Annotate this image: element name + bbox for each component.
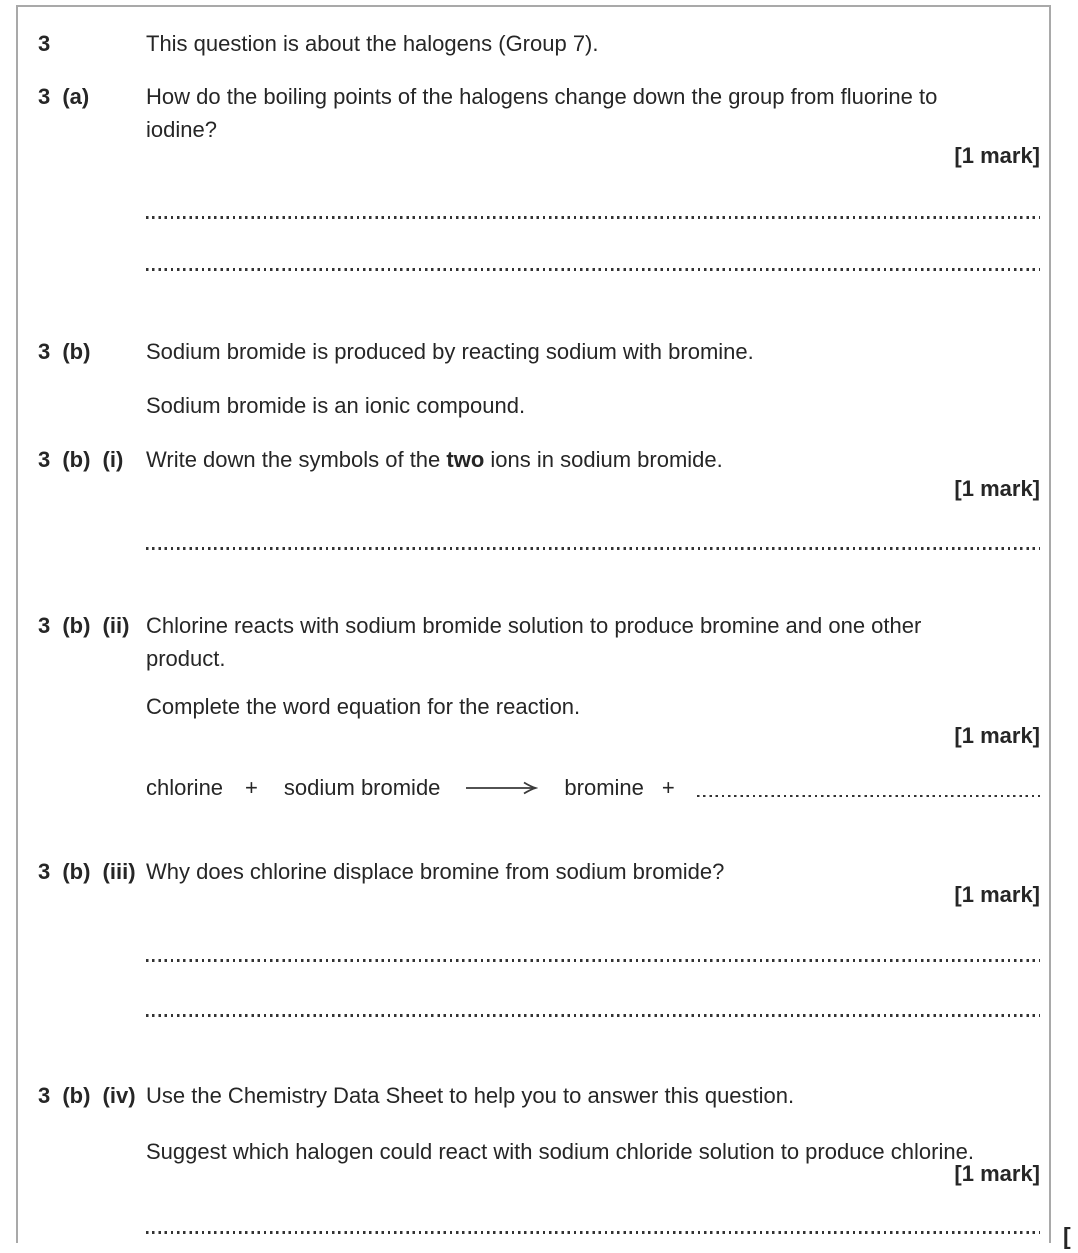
marks-label: [1 mark] <box>954 882 1040 907</box>
question-number-3b: 3 (b) <box>38 339 91 364</box>
question-3b-text-line2: Sodium bromide is an ionic compound. <box>146 393 526 418</box>
marks-label: [1 mark] <box>954 723 1040 748</box>
question-3-text: This question is about the halogens (Group 7). <box>146 31 599 56</box>
equation-plus: + <box>245 775 258 800</box>
question-3bi-text <box>146 443 723 476</box>
equation-reactant-sodium-bromide: sodium bromide <box>283 775 441 800</box>
answer-line[interactable] <box>146 1231 1040 1234</box>
question-3a-text-line1: How do the boiling points of the halogens change down the group from fluorine to <box>146 84 938 109</box>
answer-line[interactable] <box>146 547 1040 550</box>
marks-label: [1 mark] <box>954 1161 1040 1186</box>
word-equation <box>146 771 1040 804</box>
equation-answer-blank[interactable] <box>697 795 1040 797</box>
answer-line[interactable] <box>146 216 1040 219</box>
marks-label: [1 mark] <box>954 476 1040 501</box>
question-number-3bi: 3 (b) (i) <box>38 447 124 472</box>
reaction-arrow-icon <box>464 780 538 796</box>
question-number-3bii: 3 (b) (ii) <box>38 613 130 638</box>
equation-plus: + <box>661 775 675 800</box>
page-edge-bracket: [ <box>1063 1223 1071 1249</box>
answer-line[interactable] <box>146 959 1040 962</box>
question-3biv-text-line1: Use the Chemistry Data Sheet to help you to answer this question. <box>146 1083 795 1108</box>
marks-label: [1 mark] <box>954 143 1040 168</box>
question-number-3a: 3 (a) <box>38 84 90 109</box>
question-3biii-text: Why does chlorine displace bromine from sodium bromide? <box>146 859 725 884</box>
question-number-3: 3 <box>38 31 51 56</box>
question-3bii-text-line2: product. <box>146 646 226 671</box>
answer-line[interactable] <box>146 1014 1040 1017</box>
question-3a-text-line2: iodine? <box>146 117 217 142</box>
equation-product-bromine: bromine <box>564 775 644 800</box>
question-3bi-text-bold: two <box>446 447 485 472</box>
question-3bi-text-pre: Write down the symbols of the <box>146 447 447 472</box>
equation-reactant-chlorine: chlorine <box>146 775 224 800</box>
question-3b-text-line1: Sodium bromide is produced by reacting sodium with bromine. <box>146 339 754 364</box>
question-number-3biv: 3 (b) (iv) <box>38 1083 136 1108</box>
question-3bii-text-line1: Chlorine reacts with sodium bromide solution to produce bromine and one other <box>146 613 922 638</box>
question-3bi-text-post: ions in sodium bromide. <box>484 447 723 472</box>
question-3bii-instruction: Complete the word equation for the reaction. <box>146 694 581 719</box>
question-3biv-text-line2: Suggest which halogen could react with sodium chloride solution to produce chlorine. <box>146 1139 974 1164</box>
question-number-3biii: 3 (b) (iii) <box>38 859 136 884</box>
answer-line[interactable] <box>146 268 1040 271</box>
